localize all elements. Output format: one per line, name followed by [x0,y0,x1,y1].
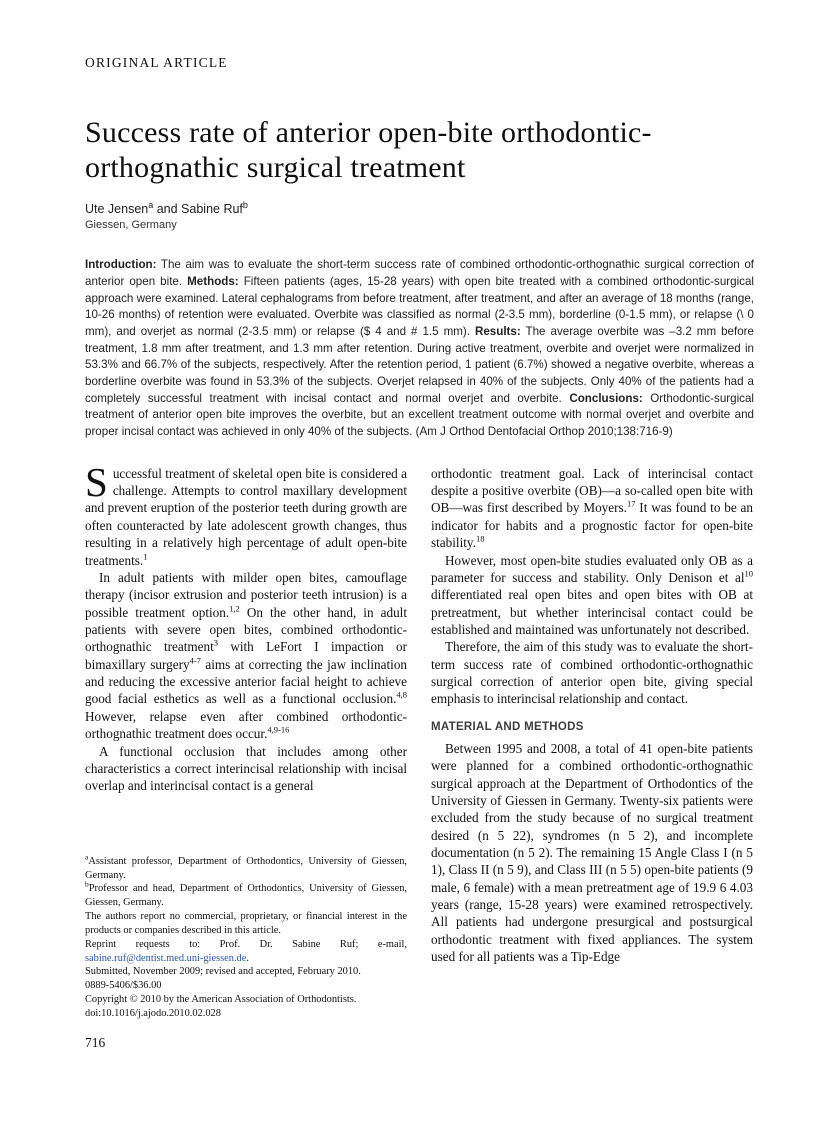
left-column-body [85,465,407,795]
reference-superscript: 4,9-16 [267,724,290,735]
article-type-label: ORIGINAL ARTICLE [85,55,228,70]
reference-superscript: 1 [143,551,148,562]
footnote-affiliation-b: $^b$Professor and head, Department of Orthodontics, University of Giessen, Giessen, Germany. [85,880,407,909]
paragraph: Between 1995 and 2008, a total of 41 open-bite patients were planned for a combined orthodontic-orthognathic surgical approach at the Department of Orthodontics of the University of Giessen in Germany. Twenty-six patients were excluded from the study because of no surgical treatment desired (n 5 22), syndromes (n 5 2), and incomplete documentation (n 5 2). The remaining 15 Angle Class I (n 5 1), Class II (n 5 9), and Class III (n 5 5) open-bite patients (9 male, 6 female) with a mean pretreatment age of 19.9 6 4.03 years (range, 15-28 years) were examined retrospectively. All patients had undergone presurgical and postsurgical orthodontic treatment with fixed appliances. The system used for all patients was a Tip-Edge [431,740,753,965]
reference-superscript: 1,2 [229,603,240,614]
footnote-submission-dates: Submitted, November 2009; revised and accepted, February 2010. [85,966,361,978]
body-columns [85,465,754,1021]
reference-superscript: 18 [475,533,485,544]
abstract [85,257,754,441]
email-link[interactable]: sabine.ruf@dentist.med.uni-giessen.de [85,952,247,964]
abstract-text-introduction: The aim was to evaluate the short-term success rate of combined orthodontic-orthognathic surgical correction of anterior open bite. [85,258,755,288]
paragraph-intro [85,465,407,569]
footnote-affiliation-a: $^a$Assistant professor, Department of Orthodontics, University of Giessen, Germany. [85,852,407,881]
reference-superscript: a [85,852,89,862]
footnote-doi: doi:10.1016/j.ajodo.2010.02.028 [85,1007,221,1019]
abstract-label-introduction: Introduction: [85,258,157,272]
authors-location: Giessen, Germany [85,219,177,232]
drop-cap: S [85,464,108,505]
right-column [431,465,753,1021]
paragraph: A functional occlusion that includes among other characteristics a correct interincisal relationship with incisal overlap and interincisal contact is a general [85,743,407,794]
footnote-issn-price: 0889-5406/$36.00 [85,980,162,992]
paragraph: Therefore, the aim of this study was to evaluate the short-term success rate of combined orthodontic-orthognathic surgical correction of anterior open bite, giving special emphasis to interincisal relationship and contact. [431,639,753,707]
reference-superscript: 4,8 [396,690,407,701]
paragraph: orthodontic treatment goal. Lack of interincisal contact despite a positive overbite (OB)—a so-called open bite with OB—was first described by Moyers.$^{17}$ It was found to be an indicator for habits and a prognostic factor for open-bite stability.$^{18}$ [431,465,754,551]
abstract-text-methods: Fifteen patients (ages, 15-28 years) with open bite treated with a combined orthodontic-surgical approach were examined. Lateral cephalograms from before treatment, after treatment, and after an average of 18 months (range, 10-26 months) of retention were evaluated. Overbite was classified as normal (2-3.5 mm), borderline (0-1.5 mm), or relapse (\ 0 mm), and overjet as normal (2-3.5 mm) or relapse ($ 4 and # 1.5 mm). [85,274,754,338]
authors-line: Ute Jensen$^a$ and Sabine Ruf$^b$ [85,200,248,217]
reference-superscript: b [242,200,248,211]
page-title: Success rate of anterior open-bite orthodontic-orthognathic surgical treatment [85,116,652,185]
abstract-label-conclusions: Conclusions: [569,391,643,405]
footnotes-block [85,852,407,1021]
reference-superscript: 3 [213,637,219,648]
paragraph: In adult patients with milder open bites, camouflage therapy (incisor extrusion and posterior teeth intrusion) is a possible treatment option.$^{1,2}$ On the other hand, in adult patients with severe open bites, combined orthodontic-orthognathic treatment$^3$ with LeFort I impaction or bimaxillary surgery$^{4-7}$ aims at correcting the jaw inclination and reducing the excessive anterior facial height to achieve good facial esthetics as well as a functional occlusion.$^{4,8}$ However, relapse even after combined orthodontic-orthognathic treatment does occur.$^{4,9-16}$ [85,569,408,742]
left-column [85,465,407,1021]
footnote-reprint-requests: Reprint requests to: Prof. Dr. Sabine Ruf; e-mail, sabine.ruf@dentist.med.uni-giessen.de. [85,938,407,964]
abstract-text-results: The average overbite was –3.2 mm before treatment, 1.8 mm after treatment, and 1.3 mm after retention. During active treatment, overbite and overjet were normalized in 53.3% and 66.7% of the subjects, respectively. After the retention period, 1 patient (6.7%) showed a negative overbite, whereas a borderline overbite was found in 53.3% of the subjects. Overjet relapsed in 40% of the subjects. Only 40% of the patients had a completely successful treatment with incisal contact and normal overjet and overbite. [85,324,754,405]
paragraph-intro-text: uccessful treatment of skeletal open bite is considered a challenge. Attempts to control maxillary development and prevent eruption of the posterior teeth during growth are often counteracted by late adolescent growth changes, thus resulting in a relatively high percentage of adult open-bite treatments.$^1$ [85,465,407,568]
footnote-copyright: Copyright © 2010 by the American Association of Orthodontists. [85,994,357,1006]
page-number: 716 [85,1034,106,1050]
abstract-label-methods: Methods: [187,274,239,288]
reference-superscript: 10 [744,568,753,579]
section-heading-material-and-methods: MATERIAL AND METHODS [431,720,584,733]
reference-superscript: a [148,200,154,211]
reference-superscript: 17 [626,499,636,510]
abstract-text-conclusions: Orthodontic-surgical treatment of anterior open bite improves the overbite, but an excellent treatment outcome with normal overjet and overbite and proper incisal contact was achieved in only 40% of the subjects. (Am J Orthod Dentofacial Orthop 2010;138:716-9) [85,391,754,439]
reference-superscript: b [85,880,89,889]
paragraph: However, most open-bite studies evaluated only OB as a parameter for success and stability. Only Denison et $al^{10}$ differentiated real open bites and open bites with OB at pretreatment, but whether interincisal contact could be established and maintained was unfortunately not described. [431,552,753,637]
abstract-label-results: Results: [474,324,521,338]
footnote-disclosure: The authors report no commercial, proprietary, or financial interest in the products or companies described in this article. [85,911,407,936]
reference-superscript: 4-7 [189,655,201,666]
